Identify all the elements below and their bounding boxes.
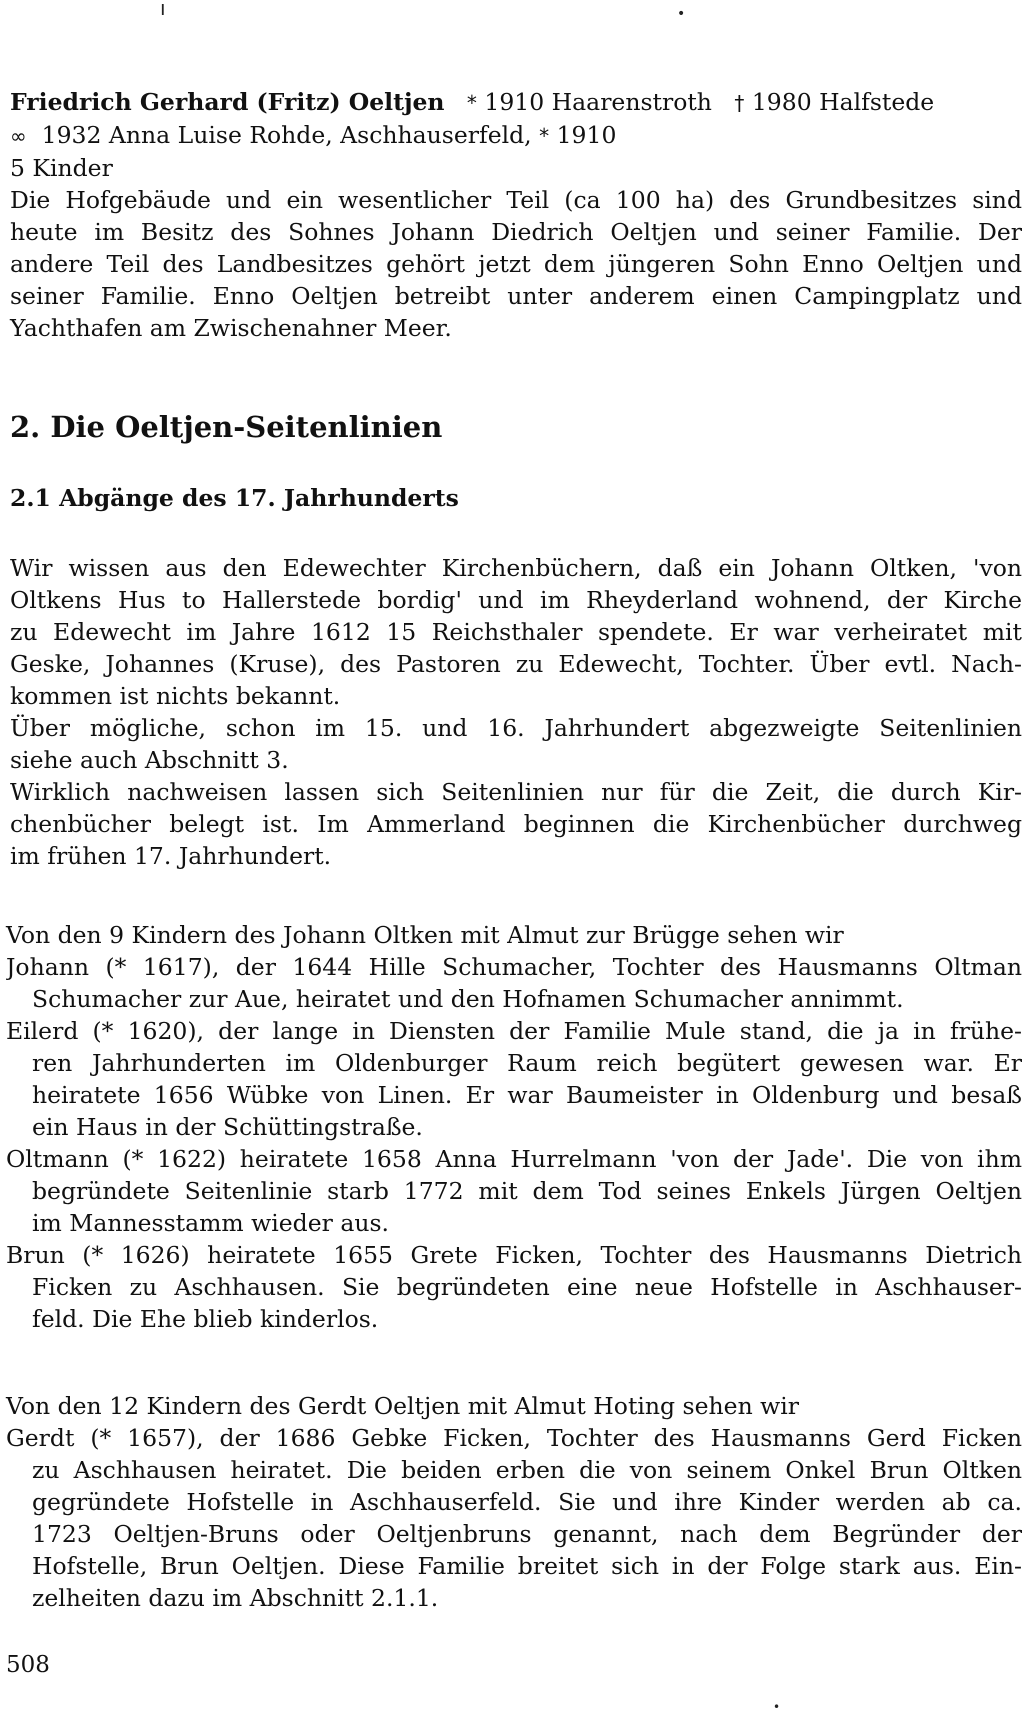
marriage-symbol: ∞ <box>10 124 27 148</box>
text-line: Von den 9 Kindern des Johann Oltken mit Almut zur Brügge sehen wir <box>6 921 844 949</box>
intro-line: Yachthafen am Zwischenahner Meer. <box>10 314 452 342</box>
text-line: Eilerd (* 1620), der lange in Diensten der Familie Mule stand, die ja in frühe- <box>6 1017 1022 1045</box>
marriage-info: 1932 Anna Luise Rohde, Aschhauserfeld, <box>41 121 532 149</box>
intro-block <box>10 86 1022 344</box>
paragraph-1 <box>10 552 1022 872</box>
text-line: kommen ist nichts bekannt. <box>10 682 341 710</box>
scan-mark-bottom: • <box>773 1700 781 1714</box>
text-line: siehe auch Abschnitt 3. <box>10 746 289 774</box>
text-line: gegründete Hofstelle in Aschhauserfeld. Sie und ihre Kinder werden ab ca. <box>32 1488 1022 1516</box>
text-line: zu Aschhausen heiratet. Die beiden erben die von seinem Onkel Brun Oltken <box>32 1456 1022 1484</box>
text-line: Hofstelle, Brun Oeltjen. Diese Familie breitet sich in der Folge stark aus. Ein- <box>32 1552 1022 1580</box>
section-heading: 2. Die Oeltjen-Seitenlinien <box>10 410 443 444</box>
text-line: Von den 12 Kindern des Gerdt Oeltjen mit Almut Hoting sehen wir <box>6 1392 800 1420</box>
text-line: Schumacher zur Aue, heiratet und den Hofnamen Schumacher annimmt. <box>32 985 904 1013</box>
text-line: Gerdt (* 1657), der 1686 Gebke Ficken, Tochter des Hausmanns Gerd Ficken <box>6 1424 1022 1452</box>
scan-mark-top-right: • <box>677 6 686 22</box>
birth-info: 1910 Haarenstroth <box>484 88 712 116</box>
subsection-heading: 2.1 Abgänge des 17. Jahrhunderts <box>10 484 459 512</box>
text-line: begründete Seitenlinie starb 1772 mit dem Tod seines Enkels Jürgen Oeltjen <box>32 1177 1022 1205</box>
person-name: Friedrich Gerhard (Fritz) Oeltjen <box>10 88 445 116</box>
text-line: Geske, Johannes (Kruse), des Pastoren zu Edewecht, Tochter. Über evtl. Nach- <box>10 650 1022 678</box>
text-line: Oltmann (* 1622) heiratete 1658 Anna Hurrelmann 'von der Jade'. Die von ihm <box>6 1145 1022 1173</box>
text-line: Oltkens Hus to Hallerstede bordig' und im Rheyderland wohnend, der Kirche <box>10 586 1022 614</box>
text-line: im Mannesstamm wieder aus. <box>32 1209 389 1237</box>
death-info: 1980 Halfstede <box>751 88 935 116</box>
text-line: Wir wissen aus den Edewechter Kirchenbüchern, daß ein Johann Oltken, 'von <box>10 554 1022 582</box>
intro-header-line <box>10 86 1022 119</box>
text-line: zelheiten dazu im Abschnitt 2.1.1. <box>32 1584 439 1612</box>
intro-line: Die Hofgebäude und ein wesentlicher Teil (ca 100 ha) des Grundbesitzes sind <box>10 186 1022 214</box>
text-line: ren Jahrhunderten im Oldenburger Raum reich begütert gewesen war. Er <box>32 1049 1022 1077</box>
text-line: feld. Die Ehe blieb kinderlos. <box>32 1305 379 1333</box>
text-line: Über mögliche, schon im 15. und 16. Jahrhundert abgezweigte Seitenlinien <box>10 714 1022 742</box>
paragraph-2 <box>6 919 1022 1335</box>
text-line: ein Haus in der Schüttingstraße. <box>32 1113 423 1141</box>
children-line: 5 Kinder <box>10 154 113 182</box>
spouse-birth-info: 1910 <box>556 121 617 149</box>
text-line: Johann (* 1617), der 1644 Hille Schumacher, Tochter des Hausmanns Oltman <box>6 953 1022 981</box>
text-line: zu Edewecht im Jahre 1612 15 Reichsthaler spendete. Er war verheiratet mit <box>10 618 1022 646</box>
page-number: 508 <box>6 1652 50 1678</box>
paragraph-3 <box>6 1390 1022 1614</box>
text-line: Ficken zu Aschhausen. Sie begründeten eine neue Hofstelle in Aschhauser- <box>32 1273 1022 1301</box>
marriage-line <box>10 119 1022 152</box>
intro-line: seiner Familie. Enno Oeltjen betreibt unter anderem einen Campingplatz und <box>10 282 1022 310</box>
scan-mark-top-left: ı <box>160 0 166 20</box>
death-symbol: † <box>734 91 745 115</box>
text-line: heiratete 1656 Wübke von Linen. Er war Baumeister in Oldenburg und besaß <box>32 1081 1022 1109</box>
text-line: im frühen 17. Jahrhundert. <box>10 842 332 870</box>
intro-line: heute im Besitz des Sohnes Johann Diedrich Oeltjen und seiner Familie. Der <box>10 218 1022 246</box>
spouse-birth-symbol: * <box>539 124 550 148</box>
text-line: Wirklich nachweisen lassen sich Seitenlinien nur für die Zeit, die durch Kir- <box>10 778 1022 806</box>
text-line: Brun (* 1626) heiratete 1655 Grete Ficken, Tochter des Hausmanns Dietrich <box>6 1241 1022 1269</box>
text-line: 1723 Oeltjen-Bruns oder Oeltjenbruns genannt, nach dem Begründer der <box>32 1520 1022 1548</box>
text-line: chenbücher belegt ist. Im Ammerland beginnen die Kirchenbücher durchweg <box>10 810 1022 838</box>
birth-symbol: * <box>466 91 477 115</box>
intro-line: andere Teil des Landbesitzes gehört jetzt dem jüngeren Sohn Enno Oeltjen und <box>10 250 1022 278</box>
